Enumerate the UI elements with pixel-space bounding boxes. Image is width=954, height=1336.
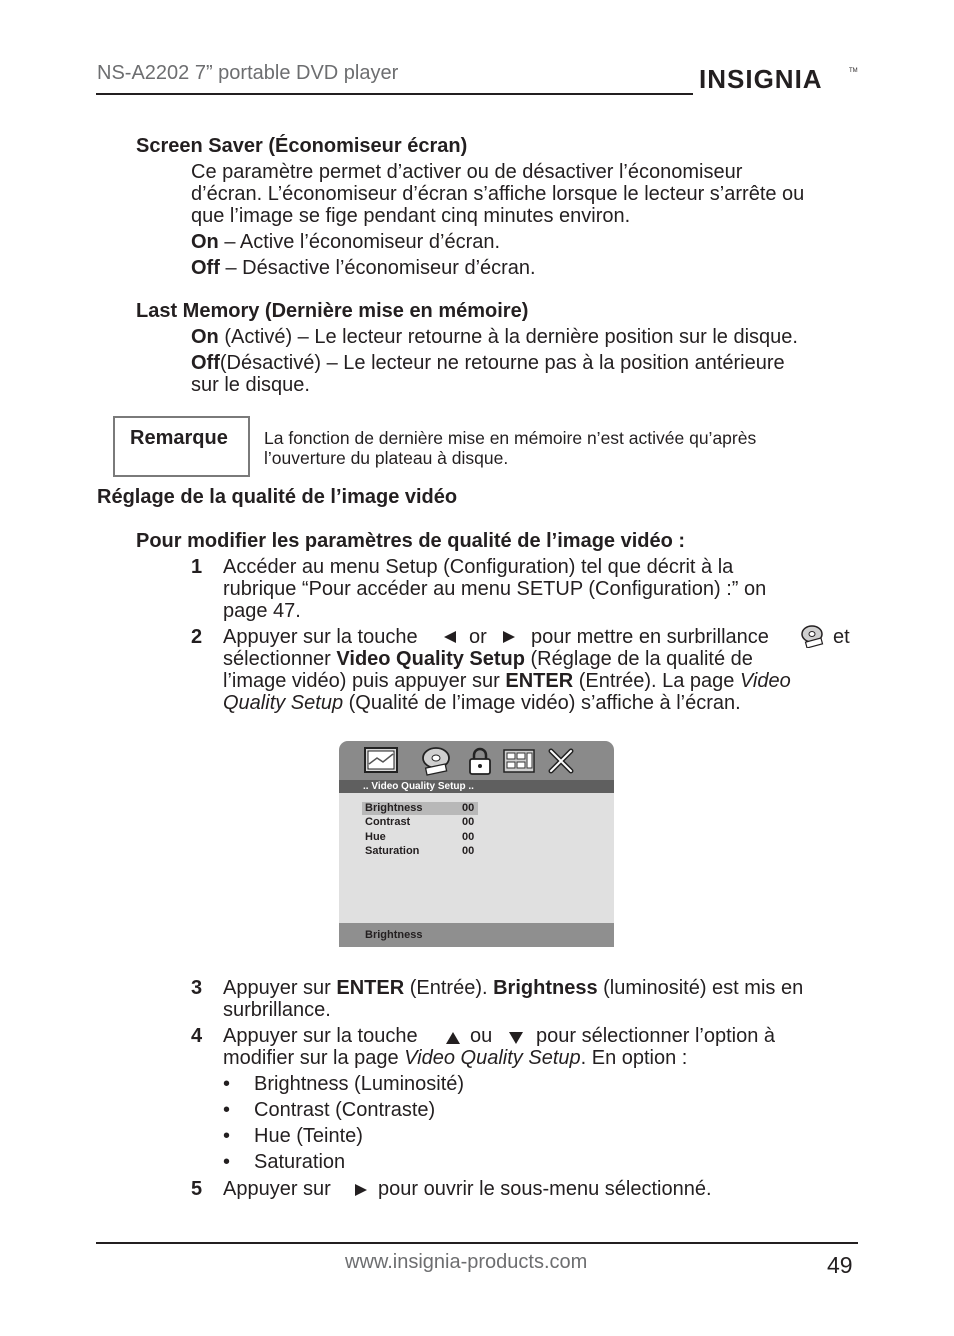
menu-row-value: 00 [462, 845, 475, 857]
video-quality-disc-icon [800, 624, 826, 648]
step2-line3 [223, 670, 791, 692]
step4-l2a: modifier sur la page [223, 1047, 405, 1069]
step-number: 2 [191, 626, 203, 648]
step2-l3c: (Entrée). La page [573, 670, 740, 692]
screen-saver-line2: d’écran. L’économiseur d’écran s’affiche lorsque le lecteur s’arrête ou [191, 183, 805, 205]
last-memory-off-line2: sur le disque. [191, 374, 310, 396]
step1-line3: page 47. [223, 600, 301, 622]
menu-row-label[interactable]: Contrast [365, 816, 411, 828]
bullet-item: Brightness (Luminosité) [254, 1073, 465, 1095]
menu-icon-bar [339, 741, 614, 780]
menu-title: .. Video Quality Setup .. [363, 781, 474, 792]
step3-a: Appuyer sur [223, 977, 337, 999]
step2-line2 [223, 648, 753, 670]
svg-text:TM: TM [849, 68, 858, 74]
bullet-dot: • [223, 1151, 231, 1173]
step4-line1-b: pour sélectionner l’option à [536, 1025, 776, 1047]
lm-off-label: Off [191, 352, 220, 374]
step4-l2c: . En option : [580, 1047, 688, 1069]
step3-c: (Entrée). [404, 977, 494, 999]
bullet-dot: • [223, 1099, 231, 1121]
step3-d: Brightness [493, 977, 598, 999]
bullet-item: Hue (Teinte) [254, 1125, 363, 1147]
lm-off-text: (Désactivé) – Le lecteur ne retourne pas à la position antérieure [219, 352, 785, 374]
tv-screen-icon [363, 746, 399, 774]
video-quality-setup-menu [339, 741, 614, 947]
step1-line2: rubrique “Pour accéder au menu SETUP (Configuration) :” on [223, 578, 767, 600]
step4-line2 [223, 1047, 687, 1069]
note-line2: l’ouverture du plateau à disque. [264, 448, 509, 468]
svg-text:INSIGNIA: INSIGNIA [699, 64, 823, 94]
step2-l3d: Video [739, 670, 791, 692]
lock-icon [467, 746, 493, 776]
bullet-item: Contrast (Contraste) [254, 1099, 436, 1121]
screen-saver-heading: Screen Saver (Économiseur écran) [136, 135, 468, 157]
step-number: 3 [191, 977, 203, 999]
last-memory-heading: Last Memory (Dernière mise en mémoire) [136, 300, 529, 322]
menu-row-value: 00 [462, 816, 475, 828]
right-arrow-icon [355, 1184, 367, 1196]
section-heading: Réglage de la qualité de l’image vidéo [97, 486, 458, 508]
footer-rule [96, 1242, 858, 1244]
up-arrow-icon [446, 1032, 460, 1044]
right-arrow-icon [503, 631, 515, 643]
note-label: Remarque [130, 427, 228, 449]
step2-l4b: (Qualité de l’image vidéo) s’affiche à l’écran. [343, 692, 741, 714]
close-icon [547, 747, 575, 775]
step2-l3b: ENTER [505, 670, 574, 692]
step-number: 4 [191, 1025, 203, 1047]
header-rule [96, 93, 693, 95]
step1-line1: Accéder au menu Setup (Configuration) tel que décrit à la [223, 556, 734, 578]
step-number: 5 [191, 1178, 203, 1200]
menu-row-label[interactable]: Brightness [365, 802, 423, 814]
page-number: 49 [827, 1252, 853, 1278]
screen-saver-on [191, 231, 500, 253]
step4-line1-a: Appuyer sur la touche [223, 1025, 418, 1047]
step3-line1 [223, 977, 803, 999]
last-memory-on [191, 326, 798, 348]
step2-l3a: l’image vidéo) puis appuyer sur [223, 670, 506, 692]
screen-saver-line3: que l’image se fige pendant cinq minutes environ. [191, 205, 631, 227]
step4-l2b: Video Quality Setup [404, 1047, 581, 1069]
step2-or: or [469, 626, 487, 648]
header-title: NS-A2202 7” portable DVD player [97, 62, 399, 84]
insignia-logo [697, 58, 859, 100]
menu-row-value: 00 [462, 802, 475, 814]
on-text: – Active l’économiseur d’écran. [218, 231, 501, 253]
step3-line2: surbrillance. [223, 999, 331, 1021]
menu-row-label[interactable]: Hue [365, 831, 386, 843]
footer-url: www.insignia-products.com [345, 1251, 588, 1273]
step5-b: pour ouvrir le sous-menu sélectionné. [378, 1178, 712, 1200]
grid-icon [502, 748, 536, 774]
screen-saver-line1: Ce paramètre permet d’activer ou de désactiver l’économiseur [191, 161, 743, 183]
on-label: On [191, 231, 219, 253]
step2-l4a: Quality Setup [223, 692, 344, 714]
step5-a: Appuyer sur [223, 1178, 331, 1200]
step3-b: ENTER [336, 977, 405, 999]
menu-footer-label: Brightness [365, 929, 423, 941]
screen-saver-off [191, 257, 536, 279]
step2-l2c: (Réglage de la qualité de [524, 648, 753, 670]
note-line1: La fonction de dernière mise en mémoire n’est activée qu’après [264, 428, 757, 448]
left-arrow-icon [444, 631, 456, 643]
step-number: 1 [191, 556, 203, 578]
note-text [264, 428, 844, 468]
step3-e: (luminosité) est mis en [597, 977, 804, 999]
step2-et: et [833, 626, 850, 648]
bullet-item: Saturation [254, 1151, 346, 1173]
bullet-dot: • [223, 1125, 231, 1147]
down-arrow-icon [509, 1032, 523, 1044]
menu-row-value: 00 [462, 831, 475, 843]
step2-line1-a: Appuyer sur la touche [223, 626, 418, 648]
lm-on-label: On [191, 326, 219, 348]
last-memory-off [191, 352, 785, 374]
section-subheading: Pour modifier les paramètres de qualité de l’image vidéo : [136, 530, 686, 552]
step2-line1-b: pour mettre en surbrillance [531, 626, 769, 648]
off-label: Off [191, 257, 220, 279]
bullet-dot: • [223, 1073, 231, 1095]
step2-l2b: Video Quality Setup [336, 648, 525, 670]
step2-line4 [223, 692, 741, 714]
disc-icon [419, 746, 453, 776]
menu-title-bar [339, 780, 614, 793]
menu-row-label[interactable]: Saturation [365, 845, 420, 857]
step2-l2a: sélectionner [223, 648, 337, 670]
off-text: – Désactive l’économiseur d’écran. [219, 257, 536, 279]
step4-ou: ou [470, 1025, 493, 1047]
lm-on-text: (Activé) – Le lecteur retourne à la dernière position sur le disque. [218, 326, 798, 348]
menu-footer [339, 923, 614, 947]
